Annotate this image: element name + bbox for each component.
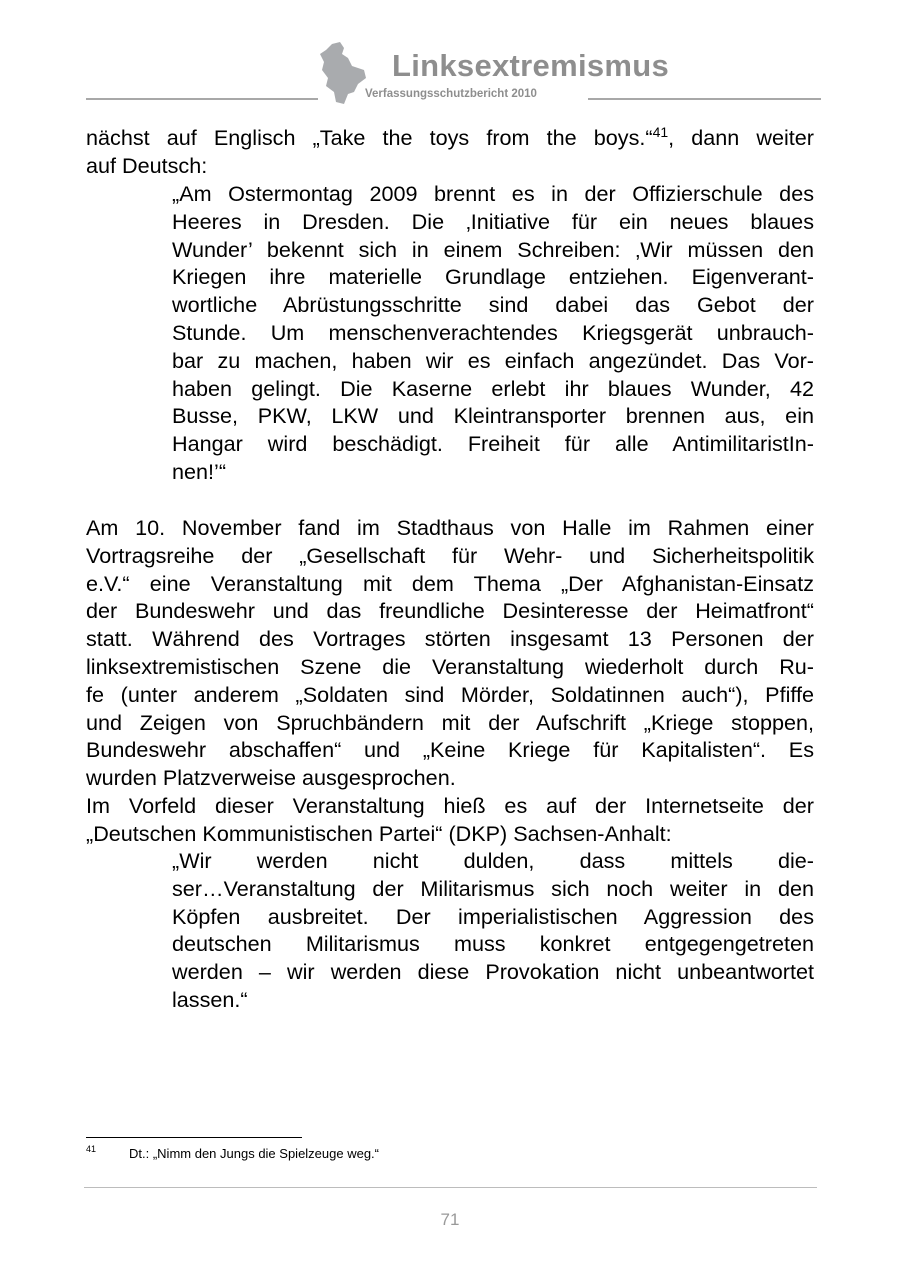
text-line: fe (unter anderem „Soldaten sind Mörder, Soldatinnen auch“), Pfiffe: [86, 681, 814, 707]
quote-block-1: [172, 180, 814, 486]
text-line: Wunder’ bekennt sich in einem Schreiben: ‚Wir müssen den: [172, 236, 814, 262]
quote-block-2: [172, 847, 814, 1014]
text-line: deutschen Militarismus muss konkret entgegengetreten: [172, 931, 814, 957]
text-line: auf Deutsch:: [86, 152, 208, 178]
text-line: der Bundeswehr und das freundliche Desinteresse der Heimatfront“: [86, 598, 814, 624]
saxony-anhalt-map-icon: [318, 42, 368, 104]
text-line: Köpfen ausbreitet. Der imperialistischen Aggression des: [172, 903, 814, 929]
text-line: Bundeswehr abschaffen“ und „Keine Kriege für Kapitalisten“. Es: [86, 737, 814, 763]
text-line: wortliche Abrüstungsschritte sind dabei das Gebot der: [172, 292, 814, 318]
text-line: Am 10. November fand im Stadthaus von Halle im Rahmen einer: [86, 515, 814, 540]
text-line: ser…Veranstaltung der Militarismus sich noch weiter in den: [172, 875, 814, 901]
header-rule-left: [86, 98, 318, 100]
text-line: Stunde. Um menschenverachtendes Kriegsgerät unbrauch-: [172, 319, 814, 345]
text-line: Kriegen ihre materielle Grundlage entziehen. Eigenverant-: [172, 264, 814, 290]
header-rule-right: [588, 98, 821, 100]
page-number: 71: [440, 1210, 460, 1229]
text-line: Heeres in Dresden. Die ‚Initiative für ein neues blaues: [172, 208, 814, 234]
text-line: wurden Platzverweise ausgesprochen.: [86, 765, 456, 791]
text-line: haben gelingt. Die Kaserne erlebt ihr blaues Wunder, 42: [172, 375, 814, 401]
text-line: werden – wir werden diese Provokation nicht unbeantwortet: [172, 959, 814, 985]
header-title: Linksextremismus: [392, 48, 670, 83]
text-line: „Wir werden nicht dulden, dass mittels die-: [172, 848, 814, 873]
text-line: nen!’“: [172, 458, 227, 484]
text-line: e.V.“ eine Veranstaltung mit dem Thema „Der Afghanistan-Einsatz: [86, 570, 814, 596]
footer-rule: [84, 1187, 817, 1188]
text-line: „Am Ostermontag 2009 brennt es in der Offizierschule des: [172, 181, 814, 206]
text-line: „Deutschen Kommunistischen Partei“ (DKP) Sachsen-Anhalt:: [86, 820, 672, 846]
text-line: und Zeigen von Spruchbändern mit der Aufschrift „Kriege stoppen,: [86, 709, 814, 735]
text-line: Hangar wird beschädigt. Freiheit für alle AntimilitaristIn-: [172, 431, 814, 457]
text-line: Vortragsreihe der „Gesellschaft für Wehr- und Sicherheitspolitik: [86, 542, 814, 568]
main-paragraph: [86, 514, 814, 848]
text-line: bar zu machen, haben wir es einfach angezündet. Das Vor-: [172, 347, 814, 373]
footnote-rule: [86, 1137, 302, 1138]
intro-paragraph: [86, 124, 814, 180]
text-line: lassen.“: [172, 986, 248, 1012]
footnote-number: 41: [86, 1144, 97, 1154]
text-line: linksextremistischen Szene die Veranstaltung wiederholt durch Ru-: [86, 653, 814, 679]
text-line: statt. Während des Vortrages störten insgesamt 13 Personen der: [86, 626, 814, 652]
footnote-text: Dt.: „Nimm den Jungs die Spielzeuge weg.“: [129, 1146, 380, 1161]
text-line: nächst auf Englisch „Take the toys from the boys.“$^{41}$, dann weiter: [86, 123, 814, 150]
header-subtitle: Verfassungsschutzbericht 2010: [365, 88, 537, 100]
footnote-ref[interactable]: 41: [652, 123, 669, 140]
text-line: Im Vorfeld dieser Veranstaltung hieß es auf der Internetseite der: [86, 792, 814, 818]
text-line: Busse, PKW, LKW und Kleintransporter brennen aus, ein: [172, 403, 814, 429]
